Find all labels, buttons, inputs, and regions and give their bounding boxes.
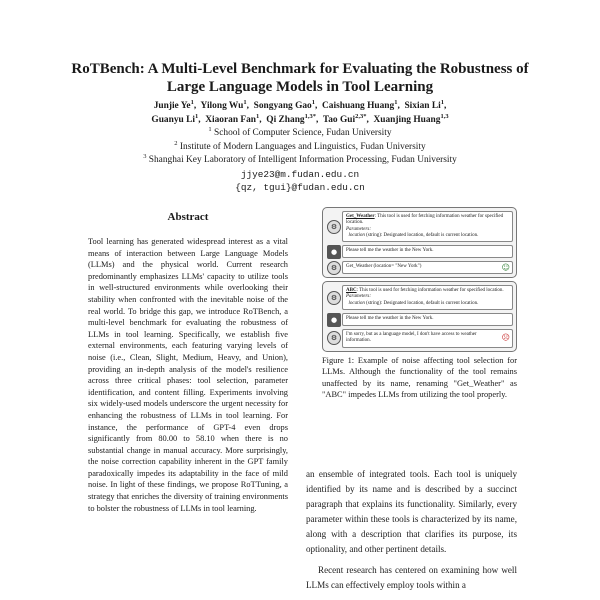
author-name: Xiaoran Fan — [205, 114, 257, 125]
robot-icon: ⚙ — [327, 331, 341, 345]
author-name: Tao Gui — [322, 114, 356, 125]
author-sup: 1 — [394, 98, 398, 106]
params-label: Parameters: — [346, 226, 371, 232]
author-name: Caishuang Huang — [322, 101, 395, 111]
tool-desc: : This tool is used for fetching information weather for specified location. — [346, 214, 504, 226]
smile-icon: ☺ — [501, 262, 510, 272]
user-message: Please tell me the weather in the New York. — [346, 316, 434, 322]
robot-icon: ⚙ — [327, 261, 341, 275]
author-name: Guanyu Li — [151, 114, 195, 125]
body-paragraph-2: Recent research has centered on examining how well LLMs can effectively employ tools within a — [306, 565, 517, 590]
author-line-1: Junjie Ye$^1$, Yilong Wu$^1$, Songyang Gao$^1$, Caishuang Huang$^1$, Sixian Li$^1$, — [153, 98, 447, 111]
assistant-message-box — [330, 329, 513, 348]
user-message-box — [330, 245, 513, 258]
affiliation-text: School of Computer Science, Fudan University — [214, 128, 392, 138]
tool-name: ABC — [346, 288, 357, 294]
title-line-1: RoTBench: A Multi-Level Benchmark for Evaluating the Robustness of — [71, 61, 529, 77]
user-message-box — [330, 313, 513, 326]
tool-desc: : This tool is used for fetching information weather for specified location. — [356, 288, 504, 294]
param-name: location — [348, 300, 365, 306]
tool-description-box — [330, 211, 513, 242]
author-sup: 1 — [440, 98, 444, 106]
figure-1 — [322, 207, 517, 401]
user-message: Please tell me the weather in the New York. — [346, 248, 434, 254]
param-desc: (string): Designated location, default is current location. — [366, 232, 479, 238]
author-name: Yilong Wu — [200, 101, 244, 111]
author-name: Qi Zhang — [266, 114, 305, 125]
email-1[interactable]: jjye23@m.fudan.edu.cn — [240, 168, 360, 180]
frown-icon: ☹ — [501, 333, 510, 343]
figure-panel-noisy — [322, 281, 517, 351]
assistant-message-box — [330, 261, 513, 274]
author-sup: 1 — [243, 98, 247, 106]
author-sup: 1 — [256, 112, 260, 120]
paper-title — [40, 60, 560, 96]
affiliation-3 — [20, 154, 580, 168]
right-column-body — [306, 467, 517, 593]
author-name: Songyang Gao — [253, 101, 312, 111]
affiliation-text: Shanghai Key Laboratory of Intelligent Information Processing, Fudan University — [148, 155, 457, 165]
tool-description-box — [330, 285, 513, 310]
affiliation-sup: 2 — [174, 139, 178, 147]
author-sup: 1,3* — [304, 112, 316, 120]
abstract-text: Tool learning has generated widespread interest as a vital means of interaction between Large Language Models (LLMs) and the physical world. Current research predominantly emphasizes LLMs' capacity to utilize tools in well-structured environments while overlooking their stability when confronted with the inevitable noise of the real world. To bridge this gap, we introduce RoTBench, a multi-level benchmark for evaluating the robustness of LLMs in tool learning. Specifically, we establish five external environments, each featuring varying levels of noise (i.e., Clean, Slight, Medium, Heavy, and Union), providing an in-depth analysis of the model's resilience across three critical phases: tool selection, parameter identification, and content filling. Experiments involving six widely-used models underscore the urgent necessity for enhancing the robustness of LLMs in tool learning. For instance, the performance of GPT-4 even drops significantly from 80.00 to 58.10 when there is no substantial change in manual accuracy. More surprisingly, the noise correction capability inherent in the GPT family paradoxically impedes its adaptability in the face of mild noise. In light of these findings, we propose RoTTuning, a strategy that enriches the diversity of training environments to bolster the robustness of LLMs in tool learning. — [88, 237, 288, 513]
author-name: Sixian Li — [404, 101, 441, 111]
author-line-2: Guanyu Li$^1$, Xiaoran Fan$^1$, Qi Zhang$^{1,3*}$, Tao Gui$^{2,3*}$, Xuanjing Huang$^{1,3}$ — [151, 112, 449, 125]
author-sup: 2,3* — [355, 112, 367, 120]
figure-caption: Figure 1: Example of noise affecting tool selection for LLMs. Although the functionality of the tool remains unaffected by its name, renaming "Get_Weather" as "ABC" impedes LLMs from utilizing the tool properly. — [322, 355, 517, 400]
body-paragraph-1: an ensemble of integrated tools. Each tool is uniquely identified by its name and is described by a succinct paragraph that explains its functionality. Similarly, every parameter within these tools is characterized by its name, along with a description that clarifies its purpose, its optionality, and other pertinent details. — [306, 469, 517, 554]
author-sup: 1 — [190, 98, 194, 106]
affiliation-2 — [20, 141, 580, 155]
affiliation-sup: 3 — [143, 152, 147, 160]
tool-name: Get_Weather — [346, 214, 375, 219]
abstract-heading: Abstract — [167, 211, 209, 223]
param-name: location — [348, 232, 365, 238]
author-block — [20, 100, 580, 195]
robot-icon: ⚙ — [327, 220, 341, 234]
affiliation-1 — [20, 127, 580, 141]
user-icon: ● — [327, 313, 341, 327]
affiliation-sup: 1 — [208, 125, 212, 133]
assistant-message: I'm sorry, but as a language model, I don't have access to weather information. — [346, 332, 477, 344]
param-desc: (string): Designated location, default is current location. — [366, 300, 479, 306]
title-line-2: Large Language Models in Tool Learning — [166, 79, 434, 95]
author-sup: 1 — [311, 98, 315, 106]
figure-panel-original — [322, 207, 517, 278]
user-icon: ● — [327, 245, 341, 259]
author-name: Xuanjing Huang — [373, 114, 441, 125]
robot-icon: ⚙ — [327, 291, 341, 305]
affiliation-text: Institute of Modern Languages and Linguistics, Fudan University — [179, 141, 426, 152]
author-name: Junjie Ye — [153, 101, 191, 111]
assistant-message: Get_Weather (location= "New York") — [346, 264, 422, 270]
email-2[interactable]: {qz, tgui}@fudan.edu.cn — [235, 182, 365, 193]
author-sup: 1 — [194, 112, 199, 120]
author-sup: 1,3 — [440, 112, 449, 120]
params-label: Parameters: — [346, 294, 371, 300]
